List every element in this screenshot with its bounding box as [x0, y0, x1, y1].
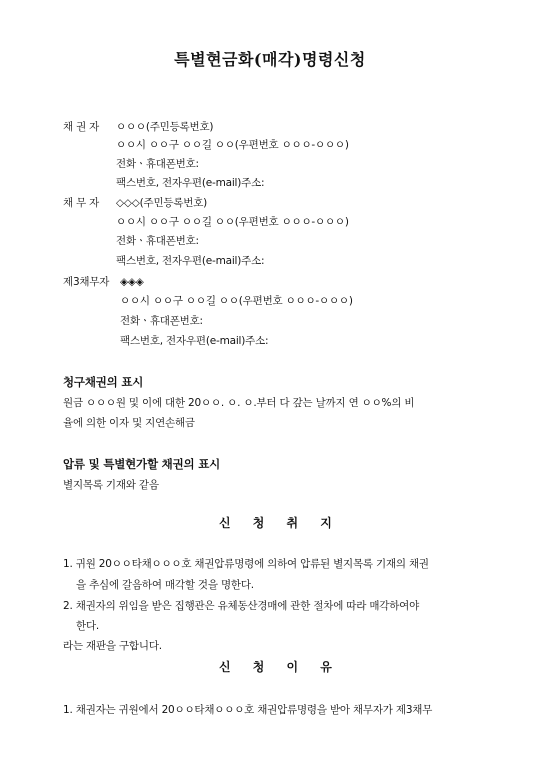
claim-line-1: 원금 ㅇㅇㅇ원 및 이에 대한 20ㅇㅇ. ㅇ. ㅇ.부터 다 갚는 날까지 연 ㅇㅇ%의 비	[63, 397, 415, 409]
purpose-item-2-line-2: 한다.	[76, 620, 100, 632]
debtor-address: ㅇㅇ시 ㅇㅇ구 ㅇㅇ길 ㅇㅇ(우편번호 ㅇㅇㅇ-ㅇㅇㅇ)	[116, 216, 349, 228]
third-debtor-address: ㅇㅇ시 ㅇㅇ구 ㅇㅇ길 ㅇㅇ(우편번호 ㅇㅇㅇ-ㅇㅇㅇ)	[120, 295, 353, 307]
creditor-name: ㅇㅇㅇ(주민등록번호)	[116, 121, 214, 133]
seized-line-1: 별지목록 기재와 같음	[63, 479, 159, 491]
claim-line-2: 율에 의한 이자 및 지연손해금	[63, 417, 195, 429]
purpose-heading: 신 청 취 지	[219, 516, 341, 530]
creditor-label: 채 권 자	[63, 121, 100, 133]
purpose-item-1-line-1: 1. 귀원 20ㅇㅇ타채ㅇㅇㅇ호 채권압류명령에 의하여 압류된 별지목록 기재의 채권	[63, 558, 429, 570]
debtor-phone: 전화ㆍ휴대폰번호:	[116, 235, 199, 247]
purpose-item-1-line-2: 을 추심에 갈음하여 매각할 것을 명한다.	[76, 579, 254, 591]
third-debtor-fax-email: 팩스번호, 전자우편(e-mail)주소:	[120, 335, 269, 347]
creditor-fax-email: 팩스번호, 전자우편(e-mail)주소:	[116, 177, 265, 189]
document-title: 특별현금화(매각)명령신청	[174, 50, 366, 69]
claim-heading: 청구채권의 표시	[63, 375, 144, 389]
creditor-address: ㅇㅇ시 ㅇㅇ구 ㅇㅇ길 ㅇㅇ(우편번호 ㅇㅇㅇ-ㅇㅇㅇ)	[116, 139, 349, 151]
debtor-fax-email: 팩스번호, 전자우편(e-mail)주소:	[116, 255, 265, 267]
debtor-label: 채 무 자	[63, 197, 100, 209]
purpose-closing: 라는 재판을 구합니다.	[63, 640, 162, 652]
purpose-item-2-line-1: 2. 채권자의 위임을 받은 집행관은 유체동산경매에 관한 절차에 따라 매각하여야	[63, 600, 420, 612]
third-debtor-name: ◈◈◈	[120, 276, 144, 288]
reason-item-1-line-1: 1. 채권자는 귀원에서 20ㅇㅇ타채ㅇㅇㅇ호 채권압류명령을 받아 채무자가 제3채무	[63, 704, 433, 716]
third-debtor-phone: 전화ㆍ휴대폰번호:	[120, 315, 203, 327]
third-debtor-label: 제3채무자	[63, 276, 110, 288]
debtor-name: ◇◇◇(주민등록번호)	[116, 197, 208, 209]
seized-heading: 압류 및 특별현가할 채권의 표시	[63, 457, 221, 471]
reason-heading: 신 청 이 유	[219, 660, 341, 674]
creditor-phone: 전화ㆍ휴대폰번호:	[116, 158, 199, 170]
